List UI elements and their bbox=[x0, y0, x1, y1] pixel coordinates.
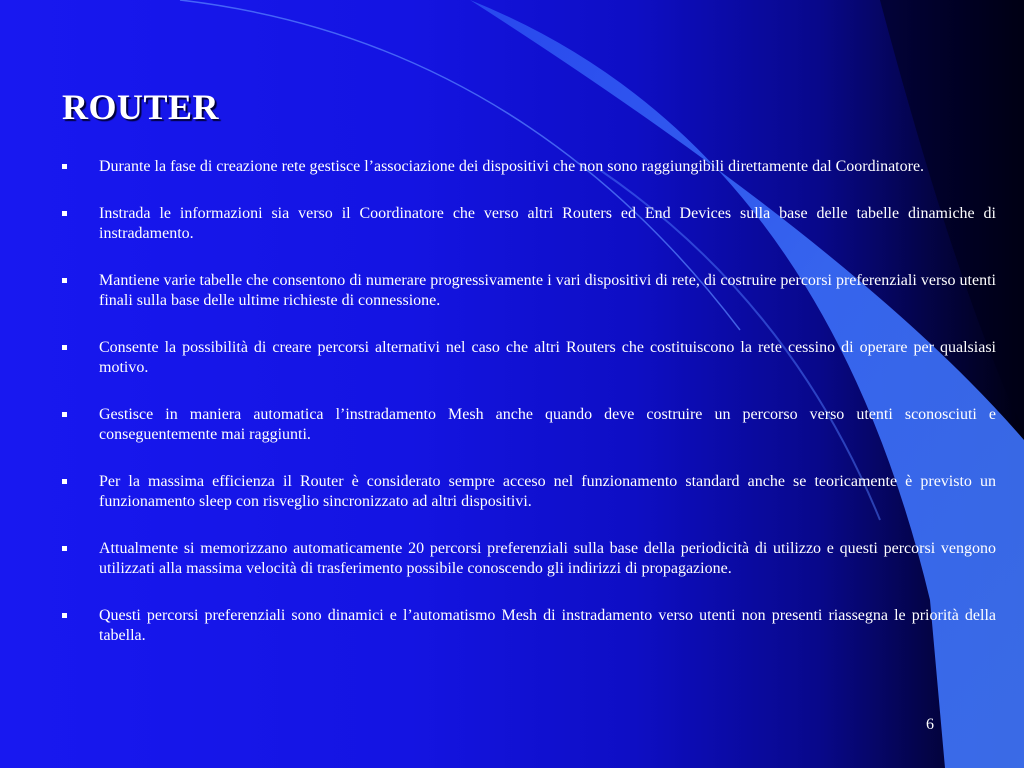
bullet-text: Attualmente si memorizzano automaticamente 20 percorsi preferenziali sulla base della periodicità di utilizzo e questi percorsi vengono utilizzati alla massima velocità di trasferimento possibile conoscendo gli indirizzi di propagazione. bbox=[99, 540, 996, 577]
list-item bbox=[62, 539, 996, 579]
square-bullet-icon bbox=[62, 479, 67, 484]
square-bullet-icon bbox=[62, 345, 67, 350]
list-item bbox=[62, 606, 996, 646]
bullet-list bbox=[62, 157, 996, 673]
list-item bbox=[62, 338, 996, 378]
slide-title: ROUTER bbox=[62, 87, 220, 127]
bullet-text: Durante la fase di creazione rete gestisce l’associazione dei dispositivi che non sono raggiungibili direttamente dal Coordinatore. bbox=[99, 158, 925, 175]
square-bullet-icon bbox=[62, 412, 67, 417]
bullet-text: Consente la possibilità di creare percorsi alternativi nel caso che altri Routers che costituiscono la rete cessino di operare per qualsiasi motivo. bbox=[99, 339, 996, 376]
bullet-text: Gestisce in maniera automatica l’instradamento Mesh anche quando deve costruire un percorso verso utenti sconosciuti e conseguentemente mai raggiunti. bbox=[99, 406, 996, 443]
bullet-text: Questi percorsi preferenziali sono dinamici e l’automatismo Mesh di instradamento verso utenti non presenti riassegna le priorità della tabella. bbox=[99, 607, 996, 644]
bullet-text: Per la massima efficienza il Router è considerato sempre acceso nel funzionamento standard anche se teoricamente è previsto un funzionamento sleep con risveglio sincronizzato ad altri dispositivi. bbox=[99, 473, 996, 510]
square-bullet-icon bbox=[62, 546, 67, 551]
list-item bbox=[62, 204, 996, 244]
bullet-text: Instrada le informazioni sia verso il Coordinatore che verso altri Routers ed End Devices sulla base delle tabelle dinamiche di instradamento. bbox=[99, 205, 996, 242]
list-item bbox=[62, 271, 996, 311]
list-item bbox=[62, 405, 996, 445]
square-bullet-icon bbox=[62, 164, 67, 169]
page-number: 6 bbox=[926, 716, 934, 733]
square-bullet-icon bbox=[62, 211, 67, 216]
list-item bbox=[62, 157, 996, 177]
list-item bbox=[62, 472, 996, 512]
square-bullet-icon bbox=[62, 278, 67, 283]
square-bullet-icon bbox=[62, 613, 67, 618]
bullet-text: Mantiene varie tabelle che consentono di numerare progressivamente i vari dispositivi di rete, di costruire percorsi preferenziali verso utenti finali sulla base delle ultime richieste di connessione. bbox=[99, 272, 996, 309]
